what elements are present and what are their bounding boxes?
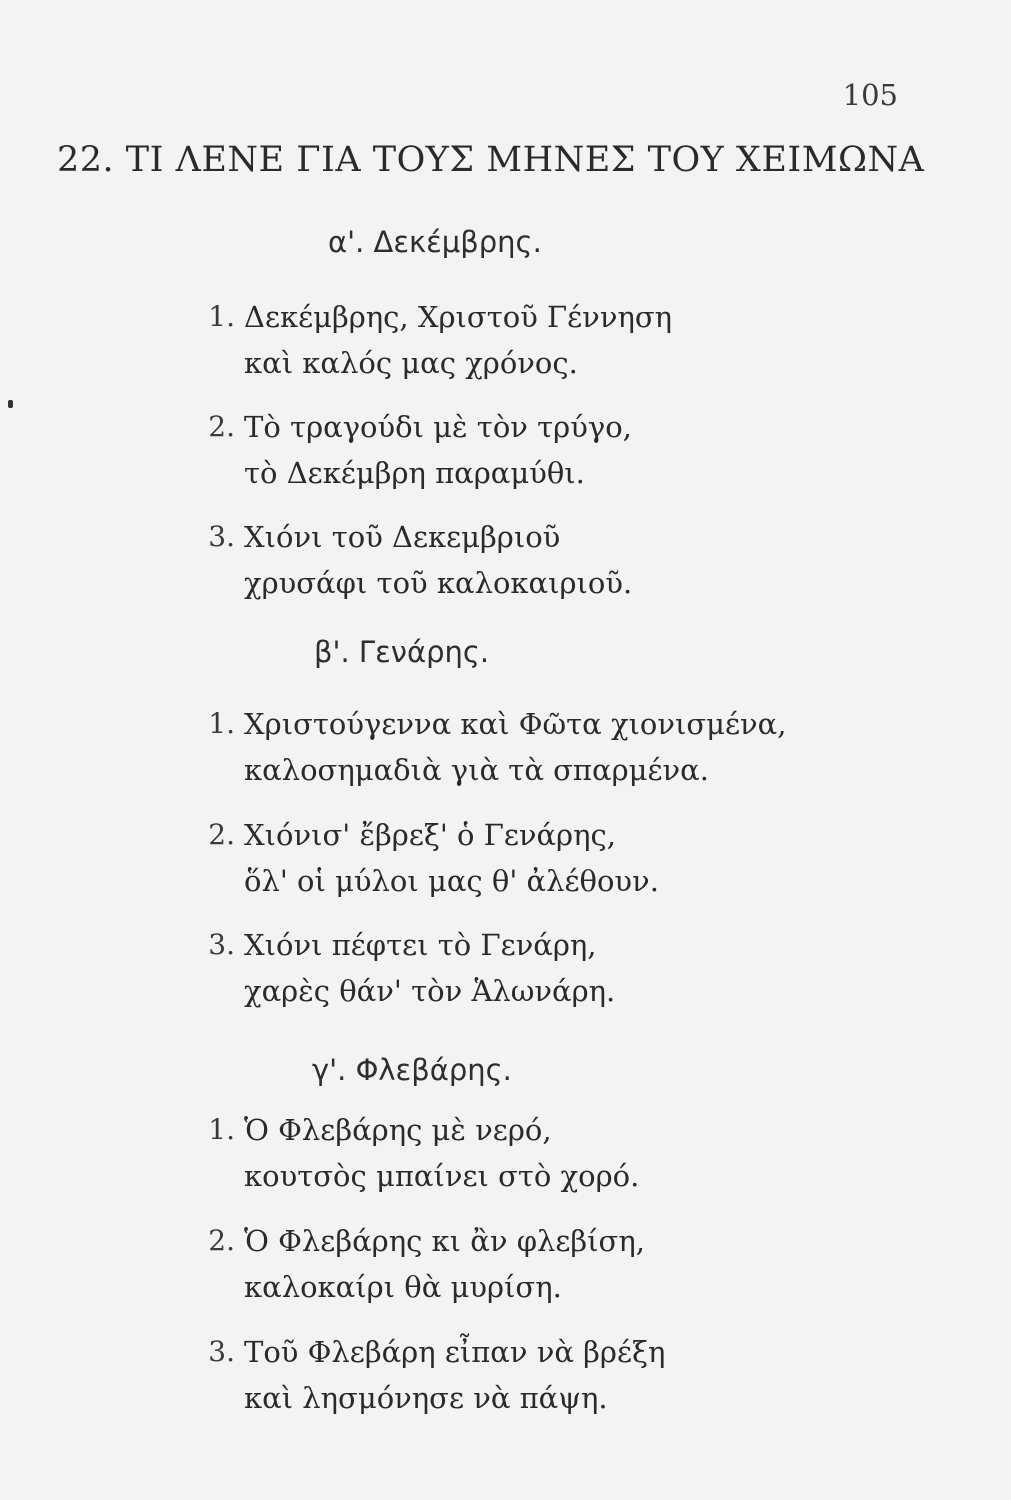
ink-speck [8, 400, 13, 408]
proverb-number: 2. [208, 410, 235, 443]
proverb-line: καὶ καλός μας χρόνος. [244, 346, 578, 380]
proverb-line: τὸ Δεκέμβρη παραμύθι. [244, 456, 585, 490]
proverb-number: 1. [208, 1113, 235, 1146]
section-heading: γ'. Φλεβάρης. [312, 1053, 512, 1087]
proverb-line: Χριστούγεννα καὶ Φῶτα χιονισμένα, [244, 707, 787, 741]
proverb-number: 3. [208, 928, 235, 961]
proverb-line: Χιόνι πέφτει τὸ Γενάρη, [244, 928, 597, 962]
proverb-line: χρυσάφι τοῦ καλοκαιριοῦ. [244, 566, 633, 600]
proverb-line: κουτσὸς μπαίνει στὸ χορό. [244, 1159, 640, 1193]
proverb-line: καὶ λησμόνησε νὰ πάψη. [244, 1381, 608, 1415]
proverb-number: 1. [208, 300, 235, 333]
proverb-line: ὅλ' οἱ μύλοι μας θ' ἀλέθουν. [244, 864, 659, 898]
proverb-number: 2. [208, 818, 235, 851]
proverb-number: 2. [208, 1224, 235, 1257]
proverb-line: Ὁ Φλεβάρης μὲ νερό, [244, 1113, 552, 1147]
section-heading: α'. Δεκέμβρης. [328, 225, 542, 259]
section-heading: β'. Γενάρης. [314, 635, 490, 669]
chapter-title: 22. ΤΙ ΛΕΝΕ ΓΙΑ ΤΟΥΣ ΜΗΝΕΣ ΤΟΥ ΧΕΙΜΩΝΑ [57, 140, 925, 180]
proverb-line: Δεκέμβρης, Χριστοῦ Γέννηση [244, 300, 672, 334]
proverb-line: Χιόνισ' ἔβρεξ' ὁ Γενάρης, [244, 818, 616, 852]
proverb-line: Τὸ τραγούδι μὲ τὸν τρύγο, [244, 410, 632, 444]
proverb-line: καλοκαίρι θὰ μυρίση. [244, 1270, 562, 1304]
proverb-line: καλοσημαδιὰ γιὰ τὰ σπαρμένα. [244, 753, 709, 787]
proverb-line: Ὁ Φλεβάρης κι ἂν φλεβίση, [244, 1224, 645, 1258]
proverb-number: 3. [208, 1335, 235, 1368]
page-number: 105 [842, 78, 898, 112]
proverb-number: 1. [208, 707, 235, 740]
proverb-line: Τοῦ Φλεβάρη εἶπαν νὰ βρέξη [244, 1335, 666, 1369]
proverb-number: 3. [208, 520, 235, 553]
proverb-line: χαρὲς θάν' τὸν Ἁλωνάρη. [244, 974, 616, 1008]
proverb-line: Χιόνι τοῦ Δεκεμβριοῦ [244, 520, 561, 554]
